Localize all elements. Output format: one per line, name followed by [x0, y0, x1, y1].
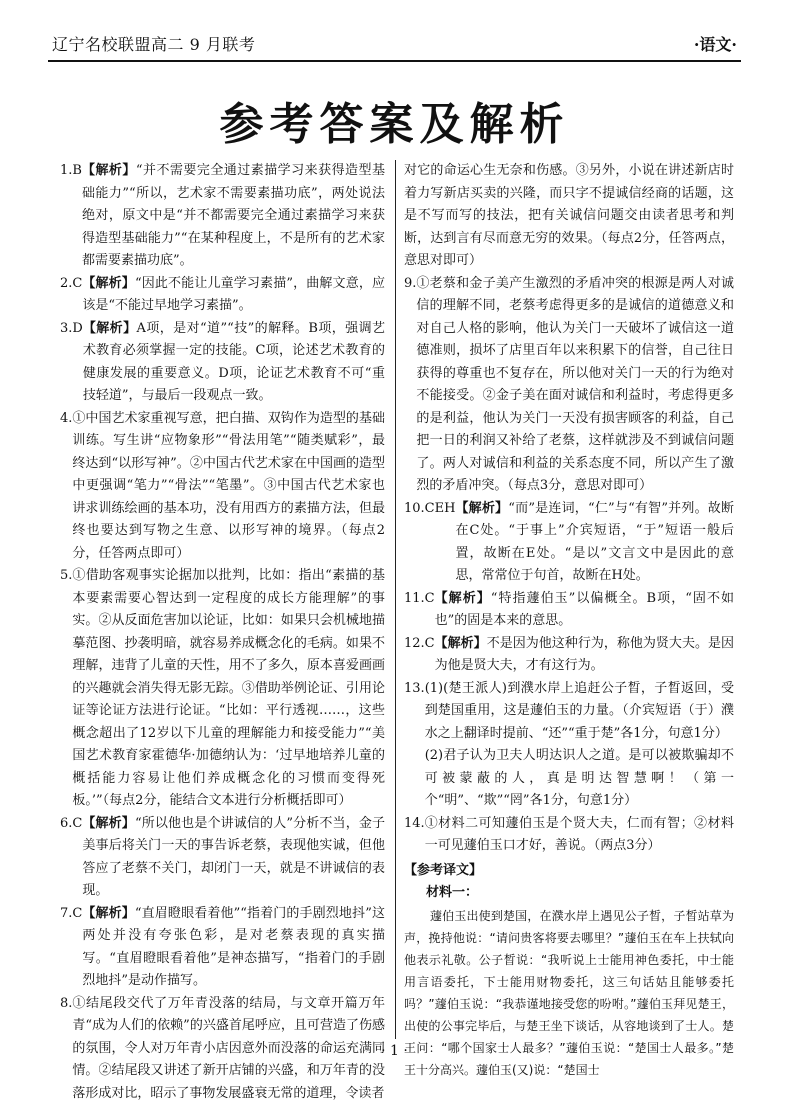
answer-text: “并不需要完全通过素描学习来获得造型基础能力”“所以，艺术家不需要素描功底”，两处说法绝对，原文中是“并不都需要完全通过素描学习来获得造型基础能力”“在某种程度上，不是所有的艺术家都需要素描功底”。 — [82, 163, 385, 268]
header-subject: ·语文· — [694, 32, 737, 55]
answer-item — [60, 160, 385, 273]
analysis-tag: 【解析】 — [82, 276, 135, 291]
answer-number: 10.CEH — [404, 498, 455, 588]
answer-body — [72, 408, 385, 566]
answer-number: 5. — [60, 565, 72, 813]
answer-text: “因此不能让儿童学习素描”，曲解文意，应该是“不能过早地学习素描”。 — [82, 276, 385, 314]
answer-text: ①材料二可知蘧伯玉是个贤大夫，仁而有智；②材料一可见蘧伯玉口才好，善说。（两点3分） — [425, 816, 734, 854]
answer-body — [82, 813, 385, 903]
analysis-tag: 【解析】 — [435, 636, 487, 651]
header-rule — [48, 60, 741, 62]
answer-text: A项，是对“道”“技”的解释。B项，强调艺术教育必须掌握一定的技能。C项，论述艺术教育的健康发展的重要意义。D项，论证艺术教育不可“重技轻道”，与最后一段观点一致。 — [83, 321, 385, 404]
answer-body — [83, 318, 385, 408]
answer-text: 对它的命运心生无奈和伤感。③另外，小说在讲述新店时着力写新店买卖的兴隆，而只字不提诚信经商的话题，这是不写而写的技法，把有关诚信问题交由读者思考和判断，达到言有尽而意无穷的效果。（每点2分，任答两点，意思对即可） — [404, 163, 734, 268]
translation-subheading: 材料一： — [404, 882, 734, 905]
answer-body — [72, 565, 385, 813]
header-exam-title: 辽宁名校联盟高二 9 月联考 — [52, 32, 255, 55]
answer-item — [60, 565, 385, 813]
answer-body — [82, 160, 385, 273]
answer-body — [82, 273, 385, 318]
translation-heading: 【参考译文】 — [404, 860, 734, 883]
answer-text: ①结尾段交代了万年青没落的结局，与文章开篇万年青“成为人们的依赖”的兴盛首尾呼应，且可营造了伤感的氛围，令人对万年青小店因意外而没落的命运充满同情。②结尾段又讲述了新开店铺的兴盛，和万年青的没落形成对比，昭示了事物发展盛衰无常的道理，令读者 — [72, 996, 385, 1101]
answer-body — [416, 273, 734, 498]
answer-body — [435, 588, 734, 633]
answer-body — [455, 498, 734, 588]
answer-body — [82, 903, 385, 993]
column-divider — [395, 160, 396, 1039]
answer-item — [404, 678, 734, 813]
answer-item — [404, 588, 734, 633]
answer-number: 9. — [404, 273, 416, 498]
answer-text: “直眉瞪眼看着他”“指着门的手剧烈地抖”这两处并没有夸张色彩，是对老蔡表现的真实描写。“直眉瞪眼看着他”是神态描写，“指着门的手剧烈地抖”是动作描写。 — [82, 906, 385, 989]
answer-body — [435, 633, 734, 678]
answer-number: 7.C — [60, 903, 82, 993]
answer-item — [60, 813, 385, 903]
analysis-tag: 【解析】 — [83, 321, 137, 336]
answer-number: 3.D — [60, 318, 83, 408]
answer-number: 13. — [404, 678, 425, 813]
answer-number: 12.C — [404, 633, 435, 678]
answer-item — [60, 273, 385, 318]
answer-body — [425, 813, 734, 858]
answer-number: 6.C — [60, 813, 82, 903]
answer-item — [60, 903, 385, 993]
answer-number: 2.C — [60, 273, 82, 318]
answer-text: “特指蘧伯玉”以偏概全。B项，“固不如也”的固是本来的意思。 — [435, 591, 734, 629]
answer-text: ①老蔡和金子美产生激烈的矛盾冲突的根源是两人对诚信的理解不同，老蔡考虑得更多的是诚信的道德意义和对自己人格的影响，他认为关门一天破坏了诚信这一道德准则，损坏了店里百年以来积累下的信誉，自己往日获得的尊重也不复存在，所以他对关门一天的行为绝对不能接受。②金子美在面对诚信和利益时，考虑得更多的是利益，他认为关门一天没有损害顾客的利益，自己把一日的利润又补给了老蔡，这样就涉及不到诚信问题了。两人对诚信和利益的关系态度不同，所以产生了激烈的矛盾冲突。（每点3分，意思对即可） — [416, 276, 734, 494]
answer-number: 14. — [404, 813, 425, 858]
answer-number: 11.C — [404, 588, 435, 633]
answer-item — [60, 408, 385, 566]
answer-body — [404, 160, 734, 273]
answer-item — [60, 318, 385, 408]
answer-item — [404, 498, 734, 588]
answer-text: (1)(楚王派人)到濮水岸上追赶公子晳，子晳返回，受到楚国重用，这是蘧伯玉的力量。（介宾短语（于）濮水之上翻译时提前、“还”“重于楚”各1分，句意1分） (2)君子认为卫夫人明达识人之道。是可以被欺骗却不可被蒙蔽的人，真是明达智慧啊！（第一个“明”、“欺”“罔”各1分，句意1分） — [425, 681, 734, 809]
translation-text: 蘧伯玉出使到楚国，在濮水岸上遇见公子晳，子晳站草为声，挽持他说：“请问贵客将要去哪里？”蘧伯玉在车上扶轼向他表示礼敬。公子晳说：“我听说上士能用神色委托，中士能用言语委托，下士能用财物委托，这三句话姑且能够委托吗？”蘧伯玉说：“我恭谨地接受您的吩咐。”蘧伯玉拜见楚王，出使的公事完毕后，与楚王坐下谈话，从容地谈到了士人。楚王问：“哪个国家士人最多？”蘧伯玉说：“楚国士人最多。”楚王十分高兴。蘧伯玉(又)说：“楚国士 — [404, 905, 734, 1081]
left-column — [60, 160, 385, 1105]
answer-item — [404, 633, 734, 678]
right-column — [404, 160, 734, 1081]
analysis-tag: 【解析】 — [82, 816, 135, 831]
answer-number: 8. — [60, 993, 72, 1105]
answer-item — [404, 160, 734, 273]
answer-text: ①中国艺术家重视写意，把白描、双钩作为造型的基础训练。写生讲“应物象形”“骨法用笔”“随类赋彩”，最终达到“以形写神”。②中国古代艺术家在中国画的造型中更强调“笔力”“骨法”“笔墨”。③中国古代艺术家也讲求训练绘画的基本功，没有用西方的素描方法，但最终也要达到写物之生意、以形写神的境界。（每点2分，任答两点即可） — [72, 411, 385, 561]
analysis-tag: 【解析】 — [455, 501, 508, 516]
answer-text: 不是因为他这种行为，称他为贤大夫。是因为他是贤大夫，才有这行为。 — [435, 636, 734, 674]
answer-number: 4. — [60, 408, 72, 566]
answer-text: “而”是连词，“仁”与“有智”并列。故断在C处。“于事上”介宾短语，“于”短语一般后置，故断在E处。“是以”文言文中是因此的意思，常常位于句首，故断在H处。 — [455, 501, 734, 584]
analysis-tag: 【解析】 — [82, 163, 136, 178]
page-number: · 1 · — [0, 1043, 789, 1059]
analysis-tag: 【解析】 — [435, 591, 491, 606]
answer-number: 1.B — [60, 160, 82, 273]
answer-body — [425, 678, 734, 813]
analysis-tag: 【解析】 — [82, 906, 135, 921]
answer-text: ①借助客观事实论据加以批判，比如：指出“素描的基本要素需要心智达到一定程度的成长方能理解”的事实。②从反面危害加以论证，比如：如果只会机械地描摹范图、抄袭明暗，就容易养成概念化的毛病。如果不理解，违背了儿童的天性，用不了多久，原本喜爱画画的兴趣就会消失得无影无踪。③借助举例论证、引用论证等论证方法进行论证。“比如：平行透视……，这些概念超出了12岁以下儿童的理解能力和接受能力”“美国艺术教育家霍德华·加德纳认为：‘过早地培养儿童的概括能力容易让他们养成概念化的习惯而变得死板。’”（每点2分，能结合文本进行分析概括即可） — [72, 568, 385, 808]
answer-item — [404, 273, 734, 498]
page-title: 参考答案及解析 — [0, 88, 789, 152]
answer-text: “所以他也是个讲诚信的人”分析不当，金子美事后将关门一天的事告诉老蔡，表现他实诚，但他答应了老蔡不关门，却闭门一天，就是不讲诚信的表现。 — [82, 816, 385, 899]
answer-item — [404, 813, 734, 858]
